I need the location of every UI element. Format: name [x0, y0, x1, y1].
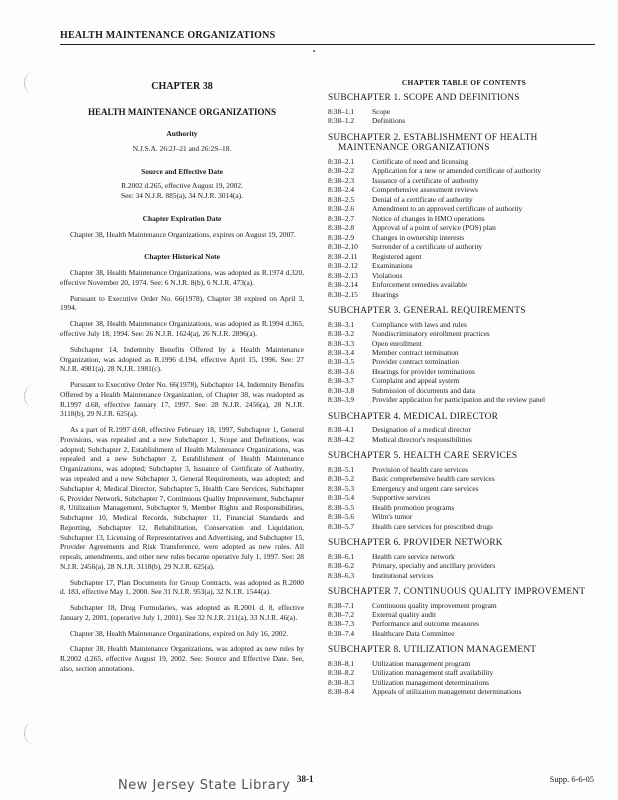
toc-entry — [328, 678, 600, 687]
subchapter-heading: SUBCHAPTER 6. PROVIDER NETWORK — [328, 538, 503, 549]
section-number: 8:38–5.5 — [328, 502, 355, 512]
toc-entry — [328, 252, 600, 261]
section-title: Complaint and appeal system — [372, 376, 460, 386]
section-number: 8:38–2.2 — [328, 166, 355, 176]
section-list — [328, 659, 600, 697]
section-title: Amendment to an approved certificate of authority — [372, 204, 523, 214]
section-number: 8:38–5.6 — [328, 512, 355, 522]
section-title: Notice of changes in HMO operations — [372, 213, 485, 223]
toc-entry — [328, 571, 600, 580]
section-number: 8:38–2.6 — [328, 204, 355, 214]
section-list — [328, 107, 600, 126]
section-title: Application for a new or amended certificate of authority — [372, 166, 542, 176]
toc-entry — [328, 493, 600, 502]
section-number: 8:38–2.11 — [328, 251, 358, 261]
punch-hole-mark — [24, 722, 42, 744]
section-number: 8:38–2.3 — [328, 175, 355, 185]
section-title: Provider application for participation and the review panel — [372, 395, 546, 405]
toc-entry — [328, 619, 600, 628]
subchapter-heading: SUBCHAPTER 3. GENERAL REQUIREMENTS — [328, 306, 526, 317]
historical-paragraph: Chapter 38, Health Maintenance Organizations, expired on July 16, 2002. — [70, 628, 289, 638]
section-number: 8:38–1.1 — [328, 107, 355, 116]
section-title: Certificate of need and licensing — [372, 157, 469, 166]
section-title: Violations — [372, 270, 403, 280]
historical-paragraph: Pursuant to Executive Order No. 66(1978), Chapter 38 expired on April 3, 1994. — [60, 293, 304, 313]
punch-hole-mark — [24, 72, 42, 94]
section-number: 8:38–7.2 — [328, 610, 355, 619]
section-number: 8:38–5.7 — [328, 521, 355, 531]
toc-entry — [328, 552, 600, 561]
section-title: Hearings for provider terminations — [372, 366, 475, 376]
toc-entry — [328, 376, 600, 385]
toc-entry — [328, 242, 600, 251]
section-title: Registered agent — [372, 251, 422, 261]
section-number: 8:38–5.1 — [328, 464, 355, 474]
toc-heading: CHAPTER TABLE OF CONTENTS — [401, 78, 527, 87]
section-title: External quality audit — [372, 610, 437, 619]
section-number: 8:38–8.3 — [328, 677, 355, 687]
section-title: Performance and outcome measures — [372, 619, 479, 629]
toc-entry — [328, 357, 600, 366]
toc-entry — [328, 601, 600, 610]
header-rule — [60, 44, 595, 45]
subchapter-heading: SUBCHAPTER 2. ESTABLISHMENT OF HEALTH MAINTENANCE ORGANIZATIONS — [328, 132, 538, 154]
chapter-front-matter — [60, 78, 304, 674]
section-number: 8:38–3.9 — [328, 395, 355, 405]
section-title: Nondiscriminatory enrollment practices — [372, 329, 490, 339]
section-number: 8:38–5.2 — [328, 474, 355, 484]
section-title: Healthcare Data Committee — [372, 628, 455, 638]
toc-entry — [328, 280, 600, 289]
supplement-date: Supp. 6-6-05 — [549, 774, 594, 784]
section-number: 8:38–5.3 — [328, 483, 355, 493]
table-of-contents — [328, 78, 600, 697]
toc-entry — [328, 367, 600, 376]
toc-entry — [328, 329, 600, 338]
section-number: 8:38–8.2 — [328, 668, 355, 678]
section-number: 8:38–2.7 — [328, 213, 355, 223]
section-number: 8:38–3.6 — [328, 366, 355, 376]
section-number: 8:38–4.2 — [328, 434, 355, 444]
toc-entry — [328, 659, 600, 668]
toc-entry — [328, 435, 600, 444]
section-number: 8:38–8.4 — [328, 687, 355, 697]
toc-entry — [328, 610, 600, 619]
section-number: 8:38–7.4 — [328, 628, 355, 638]
historical-paragraph: Chapter 38, Health Maintenance Organizations, was adopted as new rules by R.2002 d.265, effective August 19, 2002. See: Source and Effective Date. See, also, section annotations. — [60, 644, 304, 673]
section-number: 8:38–1.2 — [328, 116, 355, 126]
toc-entry — [328, 290, 600, 299]
chapter-title: HEALTH MAINTENANCE ORGANIZATIONS — [87, 107, 277, 118]
toc-entry — [328, 395, 600, 404]
subchapter-heading: SUBCHAPTER 4. MEDICAL DIRECTOR — [328, 411, 499, 422]
toc-entry — [328, 107, 600, 116]
section-title: Enforcement remedies available — [372, 280, 468, 290]
section-list — [328, 157, 600, 299]
source-heading: Source and Effective Date — [141, 166, 223, 176]
section-title: Provision of health care services — [372, 464, 469, 474]
toc-entry — [328, 185, 600, 194]
toc-entry — [328, 629, 600, 638]
section-number: 8:38–2.14 — [328, 280, 358, 290]
section-title: Submission of documents and data — [372, 385, 476, 395]
section-title: Supportive services — [372, 493, 431, 503]
section-number: 8:38–2.5 — [328, 194, 355, 204]
section-title: Basic comprehensive health care services — [372, 474, 495, 484]
toc-entry — [328, 320, 600, 329]
page-number: 38-1 — [297, 774, 314, 784]
toc-entry — [328, 687, 600, 696]
section-number: 8:38–4.1 — [328, 425, 355, 435]
running-head: HEALTH MAINTENANCE ORGANIZATIONS — [60, 30, 276, 41]
toc-entry — [328, 386, 600, 395]
toc-entry — [328, 271, 600, 280]
section-number: 8:38–3.7 — [328, 376, 355, 386]
historical-note-heading: Chapter Historical Note — [144, 252, 220, 262]
section-title: Definitions — [372, 116, 406, 126]
authority-heading: Authority — [166, 129, 198, 139]
subchapter-heading: SUBCHAPTER 7. CONTINUOUS QUALITY IMPROVEMENT — [328, 587, 586, 597]
section-list — [328, 465, 600, 531]
library-stamp: New Jersey State Library — [118, 778, 291, 793]
toc-entry — [328, 176, 600, 185]
section-title: Approval of a point of service (POS) plan — [372, 223, 496, 233]
section-title: Denial of a certificate of authority — [372, 194, 473, 204]
section-number: 8:38–3.8 — [328, 385, 355, 395]
historical-paragraph: Subchapter 14, Indemnity Benefits Offered by a Health Maintenance Organization, was adopted as R.1996 d.194, effective April 15, 1996. See: 27 N.J.R. 4981(a), 28 N.J.R. 1981(c). — [60, 344, 304, 374]
scan-speck — [313, 50, 315, 52]
section-number: 8:38–3.3 — [328, 338, 355, 348]
toc-entry — [328, 484, 600, 493]
section-number: 8:38–2.13 — [328, 270, 358, 280]
section-list — [328, 320, 600, 405]
section-title: Hearings — [372, 289, 399, 299]
section-title: Institutional services — [372, 570, 434, 580]
toc-entry — [328, 668, 600, 677]
section-number: 8:38–2.12 — [328, 261, 358, 271]
section-title: Continuous quality improvement program — [372, 600, 497, 610]
section-number: 8:38–3.1 — [328, 319, 355, 329]
toc-body — [328, 93, 600, 696]
section-number: 8:38–8.1 — [328, 658, 355, 668]
toc-entry — [328, 166, 600, 175]
section-number: 8:38–3.2 — [328, 329, 355, 339]
toc-entry — [328, 474, 600, 483]
toc-entry — [328, 503, 600, 512]
section-number: 8:38–3.5 — [328, 357, 355, 367]
section-title: Utilization management staff availability — [372, 668, 494, 678]
section-list — [328, 552, 600, 580]
section-title: Issuance of a certificate of authority — [372, 175, 479, 185]
toc-entry — [328, 195, 600, 204]
section-title: Emergency and urgent care services — [372, 483, 479, 493]
toc-entry — [328, 561, 600, 570]
toc-entry — [328, 512, 600, 521]
section-title: Scope — [372, 107, 391, 116]
section-title: Compliance with laws and rules — [372, 319, 467, 329]
historical-paragraph: Subchapter 17, Plan Documents for Group Contracts, was adopted as R.2000 d. 183, effective May 1, 2000. See 31 N.J.R. 953(a), 32 N.J.R. 1544(a). — [60, 577, 304, 597]
historical-paragraph: Subchapter 18, Drug Formularies, was adopted as R.2001 d. 8, effective January 2, 2001, (operative July 1, 2001). See 32 N.J.R. 211(a), 33 N.J.R. 46(a). — [60, 603, 304, 622]
section-title: Medical director's responsibilities — [372, 434, 472, 444]
section-title: Member contract termination — [372, 347, 459, 357]
punch-hole-mark — [24, 385, 42, 407]
toc-entry — [328, 465, 600, 474]
section-number: 8:38–6.2 — [328, 561, 355, 571]
section-number: 8:38–7.3 — [328, 619, 355, 629]
expiration-text: Chapter 38, Health Maintenance Organizations, expires on August 19, 2007. — [70, 229, 296, 239]
source-text: See: 34 N.J.R. 885(a), 34 N.J.R. 3014(a). — [121, 191, 243, 201]
subchapter-heading: SUBCHAPTER 1. SCOPE AND DEFINITIONS — [328, 93, 520, 104]
subchapter-heading: SUBCHAPTER 5. HEALTH CARE SERVICES — [328, 451, 518, 462]
section-title: Utilization management determinations — [372, 677, 489, 687]
section-title: Primary, specialty and ancillary providers — [372, 561, 496, 571]
section-title: Examinations — [372, 261, 413, 271]
toc-entry — [328, 116, 600, 125]
section-title: Changes in ownership interests — [372, 232, 465, 242]
toc-entry — [328, 204, 600, 213]
section-number: 8:38–2.15 — [328, 289, 358, 299]
source-text: R.2002 d.265, effective August 19, 2002. — [121, 181, 243, 191]
section-title: Comprehensive assessment reviews — [372, 185, 478, 195]
toc-entry — [328, 214, 600, 223]
section-title: Surrender of a certificate of authority — [372, 242, 483, 252]
chapter-label: CHAPTER 38 — [151, 81, 213, 92]
section-number: 8:38–6.1 — [328, 551, 355, 561]
section-title: Designation of a medical director — [372, 425, 471, 435]
authority-text: N.J.S.A. 26:2J–21 and 26:2S–18. — [132, 143, 232, 153]
historical-paragraph: Chapter 38, Health Maintenance Organizations, was adopted as R.1974 d.320, effective November 20, 1974. See: 6 N.J.R. 8(b), 6 N.J.R. 473(a). — [60, 268, 304, 287]
section-number: 8:38–5.4 — [328, 493, 355, 503]
toc-entry — [328, 223, 600, 232]
expiration-heading: Chapter Expiration Date — [142, 213, 222, 223]
historical-paragraph: Pursuant to Executive Order No. 66(1978), Subchapter 14, Indemnity Benefits Offered by a Health Maintenance Organization, of Chapter 38, was readopted as R.1997 d.68, effective January 17, 1997. See: 28 N.J.R. 2456(a), 28 N.J.R. 3118(b), 29 N.J.R. 625(a). — [60, 380, 304, 419]
section-number: 8:38–2.9 — [328, 232, 355, 242]
section-title: Utilization management program — [372, 658, 471, 668]
section-title: Appeals of utilization management determinations — [372, 687, 522, 697]
toc-entry — [328, 339, 600, 348]
section-number: 8:38–2.10 — [328, 242, 358, 252]
section-number: 8:38–2.8 — [328, 223, 355, 233]
section-number: 8:38–3.4 — [328, 347, 355, 357]
section-number: 8:38–2.1 — [328, 157, 355, 166]
toc-entry — [328, 425, 600, 434]
section-title: Provider contract termination — [372, 357, 460, 367]
section-list — [328, 425, 600, 444]
section-number: 8:38–2.4 — [328, 185, 355, 195]
toc-entry — [328, 233, 600, 242]
section-number: 8:38–6.3 — [328, 570, 355, 580]
subchapter-heading: SUBCHAPTER 8. UTILIZATION MANAGEMENT — [328, 645, 537, 656]
section-title: Health care service network — [372, 551, 455, 561]
historical-paragraph: As a part of R.1997 d.68, effective February 18, 1997, Subchapter 1, General Provisions, was repealed and a new Subchapter 1, Scope and Definitions, was adopted; Subchapter 2, Establishment of Health Maintenance Organizations, was repealed and a new Subchapter 2, Establishment of Health Maintenance Organizations, was adopted; Subchapter 3, Issuance of Certificate of Authority, was repealed and a new Subchapter 3, General Requirements, was adopted; and Subchapter 4, Medical Director, Subchapter 5, Health Care Services, Subchapter 6, Provider Network, Subchapter 7, Continuous Quality Improvement, Subchapter 8, Utilization Management, Subchapter 9, Member Rights and Responsibilities, Subchapter 10, Medical Records, Subchapter 11, Financial Standards and Reporting, Subchapter 12, Rehabilitation, Conservation and Liquidation, Subchapter 13, Licensing of Representatives and Advertising, and Subchapter 15, Provider Agreements and Risk Transference, were adopted as new rules. All repeals, amendments, and other new rules became operative July 1, 1997. See: 28 N.J.R. 2456(a), 28 N.J.R. 3118(b), 29 N.J.R. 625(a). — [60, 425, 304, 571]
toc-entry — [328, 522, 600, 531]
section-list — [328, 601, 600, 639]
section-number: 8:38–7.1 — [328, 600, 355, 610]
toc-entry — [328, 261, 600, 270]
historical-paragraph: Chapter 38, Health Maintenance Organizations, was adopted as R.1994 d.365, effective July 18, 1994. See: 26 N.J.R. 1624(a), 26 N.J.R. 2896(a). — [60, 319, 304, 339]
section-title: Open enrollment — [372, 338, 422, 348]
toc-entry — [328, 157, 600, 166]
section-title: Wilm's tumor — [372, 512, 413, 522]
section-title: Health care services for prescribed drugs — [372, 521, 493, 531]
toc-entry — [328, 348, 600, 357]
section-title: Health promotion programs — [372, 502, 455, 512]
